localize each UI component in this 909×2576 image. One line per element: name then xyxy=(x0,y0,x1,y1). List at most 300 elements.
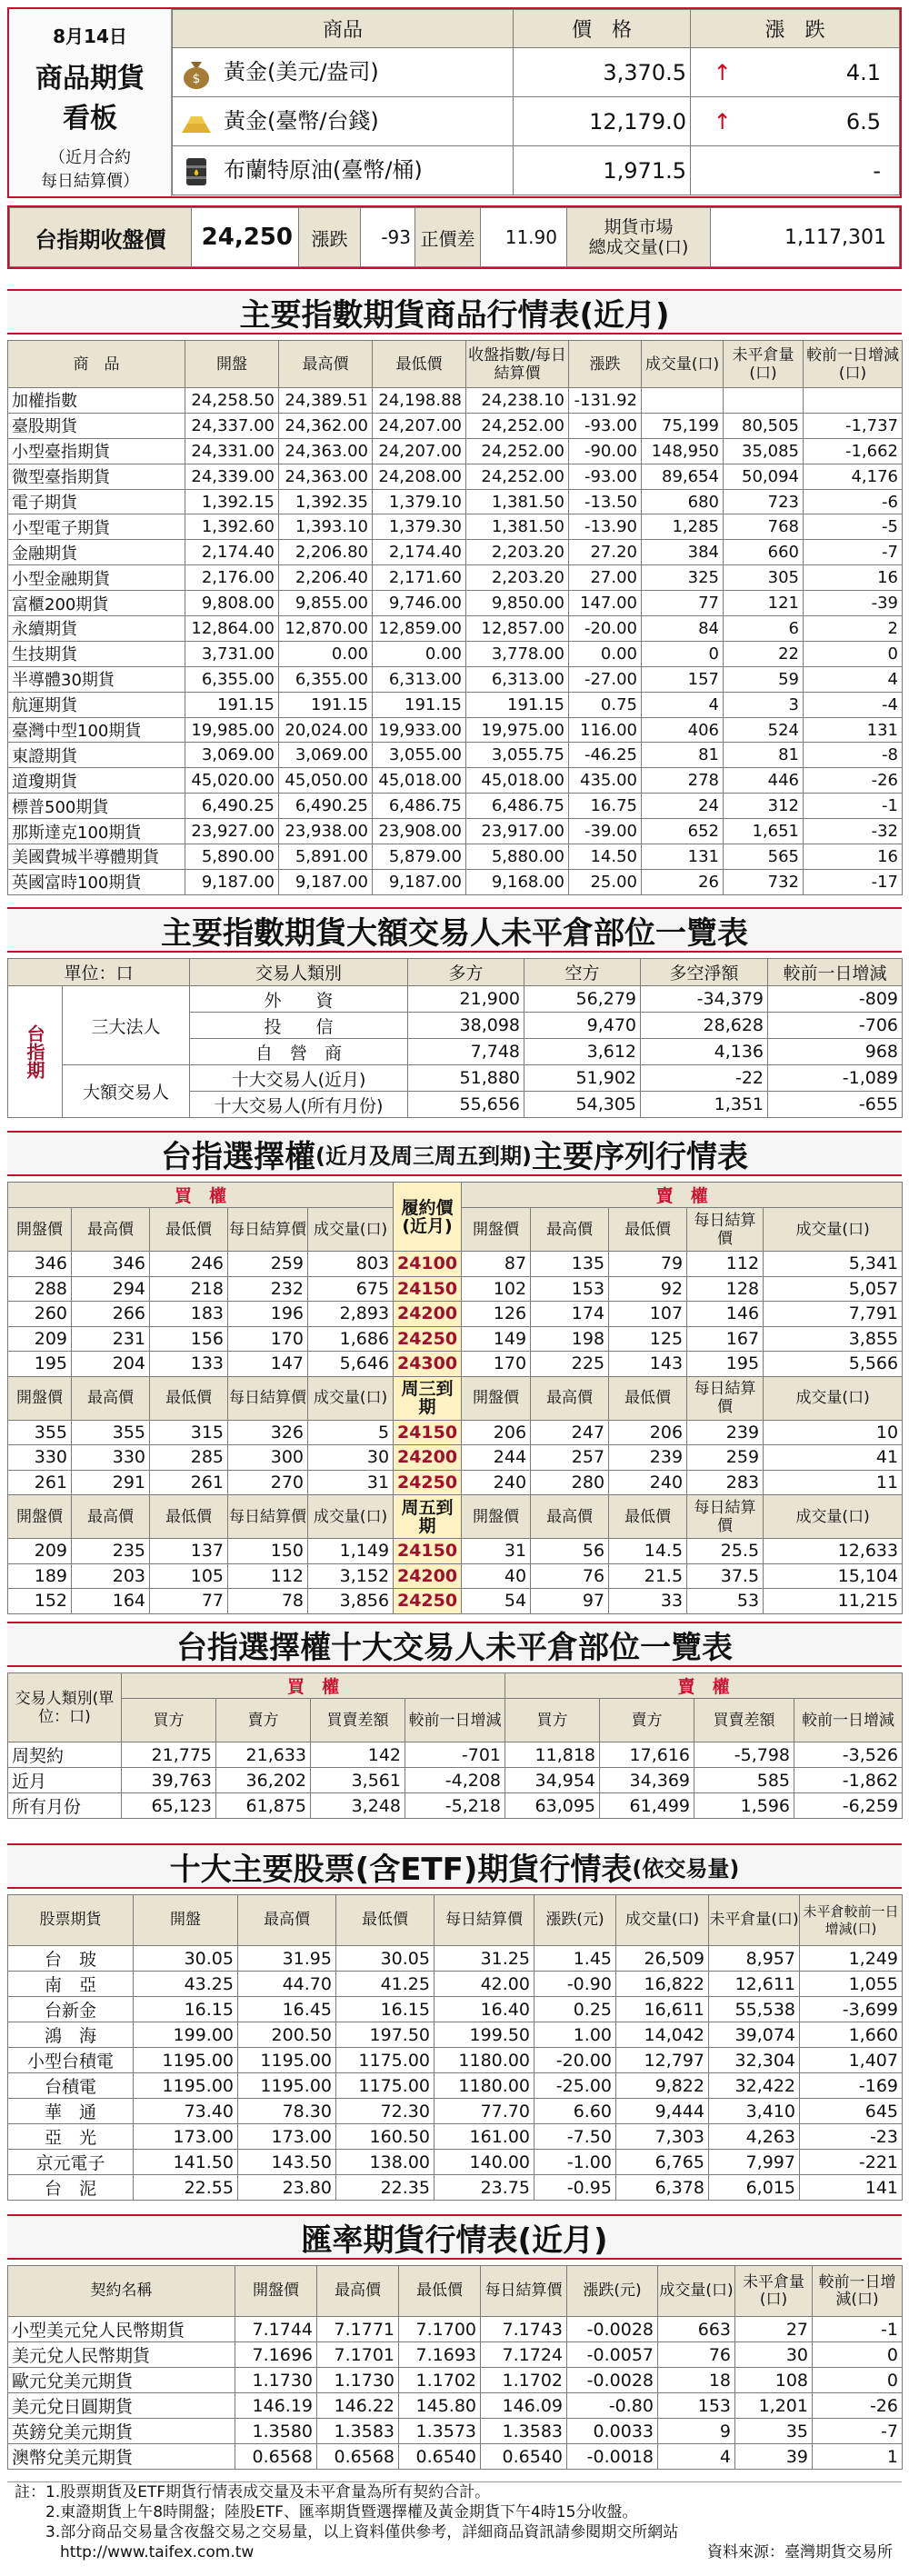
options-col-header-cell: 開盤價 xyxy=(8,1376,72,1420)
col-net: 多空淨額 xyxy=(641,959,768,986)
table-cell: 45,050.00 xyxy=(279,768,373,794)
stock-name: 京元電子 xyxy=(8,2150,134,2175)
table-cell: 199.50 xyxy=(435,2022,534,2048)
trader-type: 自 營 商 xyxy=(190,1039,408,1065)
table-cell: 6,015 xyxy=(709,2175,800,2201)
table-cell: 78 xyxy=(228,1589,308,1614)
group-institutional: 三大法人 xyxy=(63,986,190,1065)
table-cell: 1,393.10 xyxy=(279,514,373,540)
table-cell: 565 xyxy=(724,844,804,870)
table-cell: 346 xyxy=(72,1252,150,1277)
table-cell: 1,379.10 xyxy=(373,489,466,514)
table-cell: 9 xyxy=(658,2419,735,2444)
table-cell: 6.60 xyxy=(534,2099,616,2124)
table-cell: -27.00 xyxy=(569,666,642,692)
section3-table-wrap xyxy=(7,1182,902,1612)
table-row xyxy=(8,1539,903,1564)
large-trader-table xyxy=(7,958,903,1118)
table-cell: 330 xyxy=(8,1445,72,1471)
table-cell: -25.00 xyxy=(534,2073,616,2099)
table-cell: -7 xyxy=(813,2419,903,2444)
table-cell: 24,207.00 xyxy=(373,438,466,464)
table-cell: 146.09 xyxy=(481,2393,567,2419)
stock-name: 台 玻 xyxy=(8,1946,134,1972)
taiex-table xyxy=(9,207,900,267)
table-cell: -90.00 xyxy=(569,438,642,464)
stock-futures-col-header: 最高價 xyxy=(238,1895,336,1946)
table-cell: -39 xyxy=(804,591,903,616)
options-top10-col: 賣方 xyxy=(600,1699,694,1742)
table-cell: 8,957 xyxy=(709,1946,800,1972)
board-change: 6.5 xyxy=(754,97,899,146)
table-row xyxy=(8,464,903,489)
table-cell: -0.0028 xyxy=(567,2368,658,2393)
table-cell: 105 xyxy=(150,1563,228,1589)
expiry-label: 周三到期 xyxy=(394,1376,462,1420)
board-change: 4.1 xyxy=(754,48,899,97)
table-cell: 9,855.00 xyxy=(279,591,373,616)
table-cell: -7 xyxy=(804,540,903,565)
table-cell: 76 xyxy=(531,1563,609,1589)
table-cell: 1,596 xyxy=(694,1793,794,1819)
table-cell: 4,176 xyxy=(804,464,903,489)
board-row xyxy=(172,146,899,195)
table-cell: 1,392.15 xyxy=(185,489,279,514)
table-cell: -26 xyxy=(804,768,903,794)
table-cell: 2 xyxy=(804,616,903,642)
options-top10-col: 買方 xyxy=(122,1699,216,1742)
table-cell: 3,152 xyxy=(308,1563,394,1589)
product-name: 金融期貨 xyxy=(8,540,185,565)
table-cell: 30.05 xyxy=(134,1946,238,1972)
strike-price: 24200 xyxy=(394,1445,462,1471)
table-cell: 5 xyxy=(308,1420,394,1445)
table-cell: 11,215 xyxy=(764,1589,903,1614)
oil-barrel-icon xyxy=(178,153,215,189)
table-row xyxy=(8,794,903,819)
table-cell: 42.00 xyxy=(435,1972,534,1997)
product-name: 小型臺指期貨 xyxy=(8,438,185,464)
table-row xyxy=(8,1946,903,1972)
table-cell: 27 xyxy=(735,2317,813,2342)
contract-name: 澳幣兌美元期貨 xyxy=(8,2444,235,2470)
table-row xyxy=(8,1793,903,1819)
table-cell: 56 xyxy=(531,1539,609,1564)
table-cell: 39,763 xyxy=(122,1768,216,1793)
table-cell: 89,654 xyxy=(642,464,724,489)
table-cell: 53 xyxy=(687,1589,764,1614)
table-cell: 9,746.00 xyxy=(373,591,466,616)
table-cell: 1.3580 xyxy=(235,2419,317,2444)
table-row xyxy=(8,1997,903,2022)
board-row-name-cell xyxy=(172,146,513,195)
options-col-header-cell: 最高價 xyxy=(72,1208,150,1252)
section1-title xyxy=(7,289,902,334)
table-cell: -655 xyxy=(768,1092,903,1118)
table-cell: -0.90 xyxy=(534,1972,616,1997)
section6-title-text: 匯率期貨行情表(近月) xyxy=(301,2222,608,2259)
options-top-header xyxy=(8,1183,903,1208)
expiry-label: 周五到期 xyxy=(394,1495,462,1539)
table-cell: 1,381.50 xyxy=(466,489,569,514)
call-header: 買 權 xyxy=(122,1673,505,1699)
table-cell: 18 xyxy=(658,2368,735,2393)
table-cell: 24,252.00 xyxy=(466,464,569,489)
table-cell: 0.6540 xyxy=(399,2444,481,2470)
table-row xyxy=(8,641,903,666)
table-cell: 191.15 xyxy=(466,692,569,717)
table-cell: 24,252.00 xyxy=(466,438,569,464)
index-futures-col-header: 最低價 xyxy=(373,341,466,388)
table-cell: 147 xyxy=(228,1352,308,1377)
section4-table-wrap xyxy=(7,1672,902,1827)
table-cell: 173.00 xyxy=(238,2124,336,2150)
table-cell: 23.75 xyxy=(435,2175,534,2201)
table-cell: 346 xyxy=(8,1252,72,1277)
table-cell: 170 xyxy=(228,1326,308,1352)
table-cell: 239 xyxy=(687,1420,764,1445)
table-cell: 51,902 xyxy=(524,1065,641,1092)
table-cell: 0.0033 xyxy=(567,2419,658,2444)
side-label-taiex-futures: 台指期 xyxy=(8,986,63,1118)
table-cell: 2,206.80 xyxy=(279,540,373,565)
table-cell: 5,646 xyxy=(308,1352,394,1377)
table-cell: 30 xyxy=(735,2342,813,2368)
board-head-product: 商品 xyxy=(172,10,513,48)
table-cell: 37.5 xyxy=(687,1563,764,1589)
table-cell: 1,686 xyxy=(308,1326,394,1352)
table-cell: 189 xyxy=(8,1563,72,1589)
table-cell: 141 xyxy=(800,2175,903,2201)
table-cell: 225 xyxy=(531,1352,609,1377)
table-cell: 2,203.20 xyxy=(466,565,569,591)
table-cell: 206 xyxy=(609,1420,687,1445)
table-row xyxy=(8,1589,903,1614)
table-cell: 305 xyxy=(724,565,804,591)
note-1: 註：1.股票期貨及ETF期貨行情表成交量及未平倉量為所有契約合計。 xyxy=(15,2483,491,2501)
table-cell: 133 xyxy=(150,1352,228,1377)
table-cell: 35,085 xyxy=(724,438,804,464)
table-cell: 5,891.00 xyxy=(279,844,373,870)
table-cell: 3,069.00 xyxy=(185,743,279,768)
board-name: 黃金(美元/盎司) xyxy=(223,59,379,85)
table-cell: 137 xyxy=(150,1539,228,1564)
stock-futures-col-header: 成交量(口) xyxy=(616,1895,709,1946)
table-cell: 19,933.00 xyxy=(373,717,466,743)
col-daily-change: 較前一日增減 xyxy=(768,959,903,986)
stock-futures-col-header: 漲跌(元) xyxy=(534,1895,616,1946)
options-col-header-cell: 成交量(口) xyxy=(764,1495,903,1539)
table-cell: 246 xyxy=(150,1252,228,1277)
trader-type: 投 信 xyxy=(190,1013,408,1039)
table-cell: -0.0028 xyxy=(567,2317,658,2342)
table-cell: 660 xyxy=(724,540,804,565)
table-cell: 146.22 xyxy=(317,2393,399,2419)
stock-name: 鴻 海 xyxy=(8,2022,134,2048)
table-row xyxy=(8,2342,903,2368)
table-cell: 19,975.00 xyxy=(466,717,569,743)
commodity-board xyxy=(7,7,902,198)
table-cell: 2,893 xyxy=(308,1302,394,1327)
table-cell: 102 xyxy=(462,1276,531,1302)
table-cell: 680 xyxy=(642,489,724,514)
options-col-header-cell: 成交量(口) xyxy=(308,1376,394,1420)
table-cell: 197.50 xyxy=(336,2022,435,2048)
index-futures-col-header: 收盤指數/每日結算價 xyxy=(466,341,569,388)
table-row xyxy=(8,692,903,717)
table-cell: 5,566 xyxy=(764,1352,903,1377)
options-col-header-cell: 最高價 xyxy=(72,1495,150,1539)
table-cell: 199.00 xyxy=(134,2022,238,2048)
table-cell: 6,490.25 xyxy=(185,794,279,819)
note-2: 2.東證期貨上午8時開盤；陸股ETF、匯率期貨暨選擇權及黃金期貨下午4時15分收盤。 xyxy=(45,2503,638,2521)
table-row xyxy=(8,2124,903,2150)
table-cell: 112 xyxy=(687,1252,764,1277)
table-cell: 0.25 xyxy=(534,1997,616,2022)
options-col-header-cell: 最高價 xyxy=(531,1376,609,1420)
board-arrow xyxy=(690,146,754,195)
table-row xyxy=(8,1445,903,1471)
table-cell: 50,094 xyxy=(724,464,804,489)
contract-name: 英鎊兌美元期貨 xyxy=(8,2419,235,2444)
table-cell: 524 xyxy=(724,717,804,743)
board-row-name-cell xyxy=(172,48,513,97)
table-cell: 6,765 xyxy=(616,2150,709,2175)
table-cell: 143 xyxy=(609,1352,687,1377)
table-cell: 291 xyxy=(72,1470,150,1495)
table-row xyxy=(8,1563,903,1589)
section2-table-wrap xyxy=(7,958,902,1122)
table-cell: -23 xyxy=(800,2124,903,2150)
table-cell: 161.00 xyxy=(435,2124,534,2150)
table-cell: 260 xyxy=(8,1302,72,1327)
table-cell: -39.00 xyxy=(569,819,642,844)
table-cell: 24,207.00 xyxy=(373,413,466,438)
strike-price: 24200 xyxy=(394,1563,462,1589)
table-cell: 36,202 xyxy=(216,1768,311,1793)
table-cell: 6,355.00 xyxy=(185,666,279,692)
table-cell: 209 xyxy=(8,1326,72,1352)
unit-label: 單位：口 xyxy=(8,959,190,986)
options-top10-header xyxy=(8,1673,903,1699)
board-table-wrap xyxy=(172,9,900,196)
table-cell: 16 xyxy=(804,565,903,591)
table-cell: 0.6540 xyxy=(481,2444,567,2470)
contract-period: 周契約 xyxy=(8,1742,122,1768)
table-cell: 4,136 xyxy=(641,1039,768,1065)
call-header: 買 權 xyxy=(8,1183,394,1208)
strike-price: 24300 xyxy=(394,1352,462,1377)
table-cell: -1,737 xyxy=(804,413,903,438)
table-cell: 3,069.00 xyxy=(279,743,373,768)
table-cell: 28,628 xyxy=(641,1013,768,1039)
board-name: 黃金(臺幣/台錢) xyxy=(223,108,379,134)
table-cell: 27.20 xyxy=(569,540,642,565)
product-name: 美國費城半導體期貨 xyxy=(8,844,185,870)
table-cell: 6,490.25 xyxy=(279,794,373,819)
fx-futures-col-header: 漲跌(元) xyxy=(567,2266,658,2317)
taifex-link[interactable]: http://www.taifex.com.tw xyxy=(60,2543,255,2561)
table-cell: 1 xyxy=(813,2444,903,2470)
table-cell: 0.00 xyxy=(279,641,373,666)
table-cell: 294 xyxy=(72,1276,150,1302)
stock-name: 華 通 xyxy=(8,2099,134,2124)
table-cell: 23,908.00 xyxy=(373,819,466,844)
table-cell: 108 xyxy=(735,2368,813,2393)
table-cell: -3,699 xyxy=(800,1997,903,2022)
strike-price: 24150 xyxy=(394,1420,462,1445)
table-cell: 1,392.35 xyxy=(279,489,373,514)
table-cell: 12,864.00 xyxy=(185,616,279,642)
table-cell: 80,505 xyxy=(724,413,804,438)
table-cell: 768 xyxy=(724,514,804,540)
table-cell: 45,018.00 xyxy=(466,768,569,794)
table-row xyxy=(8,869,903,894)
table-cell: 170 xyxy=(462,1352,531,1377)
product-name: 小型金融期貨 xyxy=(8,565,185,591)
options-series-table xyxy=(7,1182,903,1614)
table-cell: 1.45 xyxy=(534,1946,616,1972)
table-row xyxy=(8,2368,903,2393)
table-cell: 26,509 xyxy=(616,1946,709,1972)
table-cell: 26 xyxy=(642,869,724,894)
index-futures-col-header: 較前一日增減(口) xyxy=(804,341,903,388)
volume-label-2: 總成交量(口) xyxy=(588,237,689,257)
table-cell: 0.00 xyxy=(569,641,642,666)
options-col-header-cell: 最低價 xyxy=(150,1376,228,1420)
table-cell: 32,304 xyxy=(709,2048,800,2073)
board-title-2: 看板 xyxy=(62,103,117,135)
table-cell: 14,042 xyxy=(616,2022,709,2048)
table-cell: 196 xyxy=(228,1302,308,1327)
product-name: 富櫃200期貨 xyxy=(8,591,185,616)
section6-title xyxy=(7,2214,902,2260)
section3-title-text-2: 主要序列行情表 xyxy=(531,1138,748,1175)
table-cell: 30 xyxy=(308,1445,394,1471)
table-cell: 14.5 xyxy=(609,1539,687,1564)
table-cell: 23,927.00 xyxy=(185,819,279,844)
table-cell: 663 xyxy=(658,2317,735,2342)
table-row xyxy=(8,2175,903,2201)
table-cell: 195 xyxy=(8,1352,72,1377)
trader-type: 外 資 xyxy=(190,986,408,1013)
board-title-1: 商品期貨 xyxy=(35,63,145,95)
table-cell: 55,656 xyxy=(408,1092,524,1118)
table-cell: -32 xyxy=(804,819,903,844)
footer-row xyxy=(15,2542,902,2562)
table-cell: 55,538 xyxy=(709,1997,800,2022)
product-name: 臺股期貨 xyxy=(8,413,185,438)
table-cell: 247 xyxy=(531,1420,609,1445)
table-cell: 143.50 xyxy=(238,2150,336,2175)
options-col-header-cell: 最低價 xyxy=(150,1495,228,1539)
table-cell: 25.5 xyxy=(687,1539,764,1564)
index-futures-col-header: 未平倉量(口) xyxy=(724,341,804,388)
stock-futures-body xyxy=(8,1946,903,2201)
table-cell: 6,355.00 xyxy=(279,666,373,692)
table-cell: 153 xyxy=(531,1276,609,1302)
taiex-spread: 11.90 xyxy=(481,208,567,267)
table-cell: 1,285 xyxy=(642,514,724,540)
table-cell: 2,176.00 xyxy=(185,565,279,591)
table-cell xyxy=(642,388,724,414)
table-cell: 21.5 xyxy=(609,1563,687,1589)
product-name: 航運期貨 xyxy=(8,692,185,717)
table-cell: 4 xyxy=(804,666,903,692)
table-row xyxy=(8,2022,903,2048)
options-top10-table xyxy=(7,1672,903,1819)
table-cell: 54 xyxy=(462,1589,531,1614)
table-cell: 35 xyxy=(735,2419,813,2444)
table-cell: 39,074 xyxy=(709,2022,800,2048)
table-cell: 16,822 xyxy=(616,1972,709,1997)
table-cell: 61,499 xyxy=(600,1793,694,1819)
table-cell: 285 xyxy=(150,1445,228,1471)
strike-price: 24250 xyxy=(394,1589,462,1614)
table-cell: 3,778.00 xyxy=(466,641,569,666)
table-cell: 79 xyxy=(609,1252,687,1277)
strike-price: 24100 xyxy=(394,1252,462,1277)
table-row xyxy=(8,616,903,642)
table-cell: 43.25 xyxy=(134,1972,238,1997)
volume-label-1: 期貨市場 xyxy=(604,217,674,237)
table-cell: 6,486.75 xyxy=(466,794,569,819)
table-cell: 7.1696 xyxy=(235,2342,317,2368)
stock-futures-col-header: 每日結算價 xyxy=(435,1895,534,1946)
product-name: 電子期貨 xyxy=(8,489,185,514)
fx-futures-table xyxy=(7,2265,903,2470)
table-row xyxy=(8,2099,903,2124)
table-cell: 15,104 xyxy=(764,1563,903,1589)
table-cell: 9,187.00 xyxy=(373,869,466,894)
fx-futures-body xyxy=(8,2317,903,2470)
table-cell: 325 xyxy=(642,565,724,591)
stock-name: 亞 光 xyxy=(8,2124,134,2150)
table-cell: 3,410 xyxy=(709,2099,800,2124)
table-cell: 146 xyxy=(687,1302,764,1327)
table-cell: 0 xyxy=(642,641,724,666)
board-head-price: 價 格 xyxy=(513,10,690,48)
table-cell: 138.00 xyxy=(336,2150,435,2175)
table-cell: 191.15 xyxy=(185,692,279,717)
table-row xyxy=(8,1420,903,1445)
money-bag-icon xyxy=(178,55,215,91)
table-cell: 1.1702 xyxy=(481,2368,567,2393)
table-row xyxy=(8,2393,903,2419)
contract-name: 小型美元兌人民幣期貨 xyxy=(8,2317,235,2342)
table-cell: 21,775 xyxy=(122,1742,216,1768)
table-cell: 125 xyxy=(609,1326,687,1352)
table-cell: 31.95 xyxy=(238,1946,336,1972)
table-cell: 24,208.00 xyxy=(373,464,466,489)
fx-futures-col-header: 成交量(口) xyxy=(658,2266,735,2317)
table-cell: -169 xyxy=(800,2073,903,2099)
table-cell: 153 xyxy=(658,2393,735,2419)
table-cell: 131 xyxy=(804,717,903,743)
table-cell: 198 xyxy=(531,1326,609,1352)
stock-futures-col-header: 開盤 xyxy=(134,1895,238,1946)
table-cell: 72.30 xyxy=(336,2099,435,2124)
table-cell: 152 xyxy=(8,1589,72,1614)
table-cell: 33 xyxy=(609,1589,687,1614)
options-col-header-cell: 最高價 xyxy=(72,1376,150,1420)
table-cell: 16.15 xyxy=(336,1997,435,2022)
table-cell: 44.70 xyxy=(238,1972,336,1997)
table-cell: -46.25 xyxy=(569,743,642,768)
table-cell: 4,263 xyxy=(709,2124,800,2150)
table-cell: 2,206.40 xyxy=(279,565,373,591)
index-futures-body xyxy=(8,388,903,895)
